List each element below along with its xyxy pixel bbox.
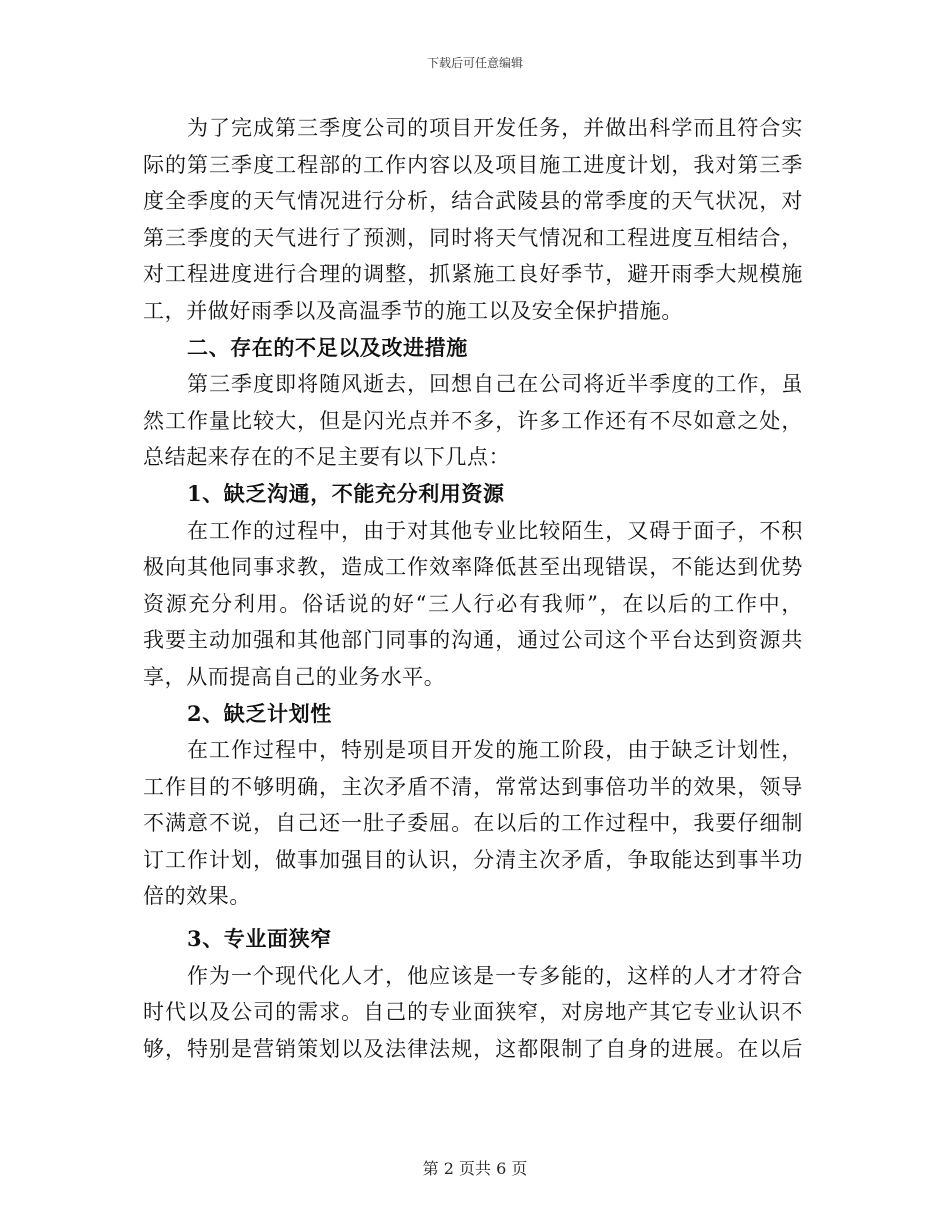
- subsection-heading: 3、专业面狭窄: [187, 926, 332, 952]
- paragraph-line: 我要主动加强和其他部门同事的沟通，通过公司这个平台达到资源共: [143, 628, 803, 653]
- paragraph-line: 作为一个现代化人才，他应该是一专多能的，这样的人才才符合: [187, 963, 803, 988]
- page-header-note: 下载后可任意编辑: [426, 56, 523, 70]
- paragraph-line: 享，从而提高自己的业务水平。: [143, 664, 446, 689]
- paragraph-line: 极向其他同事求教，造成工作效率降低甚至出现错误，不能达到优势: [143, 555, 803, 580]
- paragraph-line: 工，并做好雨季以及高温季节的施工以及安全保护措施。: [143, 298, 683, 323]
- paragraph-line: 然工作量比较大，但是闪光点并不多，许多工作还有不尽如意之处，: [143, 408, 803, 433]
- section-heading: 二、存在的不足以及改进措施: [187, 334, 468, 360]
- paragraph-line: 对工程进度进行合理的调整，抓紧施工良好季节，避开雨季大规模施: [143, 262, 803, 287]
- document-body: [143, 110, 803, 1067]
- subsection-heading: 1、缺乏沟通，不能充分利用资源: [187, 480, 505, 506]
- paragraph-line: 工作目的不够明确，主次矛盾不清，常常达到事倍功半的效果，领导: [143, 774, 803, 799]
- subsection-heading: 2、缺乏计划性: [187, 700, 332, 726]
- paragraph-line: 不满意不说，自己还一肚子委屈。在以后的工作过程中，我要仔细制: [143, 811, 803, 836]
- paragraph-line: 在工作的过程中，由于对其他专业比较陌生，又碍于面子，不积: [187, 518, 803, 543]
- paragraph-line: 倍的效果。: [143, 884, 251, 909]
- paragraph-line: 够，特别是营销策划以及法律法规，这都限制了自身的进展。在以后: [143, 1036, 803, 1061]
- page-number: 第 2 页共 6 页: [422, 1159, 528, 1178]
- paragraph-line: 总结起来存在的不足主要有以下几点：: [143, 445, 511, 470]
- paragraph-line: 在工作过程中，特别是项目开发的施工阶段，由于缺乏计划性，: [187, 738, 803, 763]
- paragraph-line: 订工作计划，做事加强目的认识，分清主次矛盾，争取能达到事半功: [143, 847, 803, 872]
- paragraph-line: 资源充分利用。俗话说的好“三人行必有我师”，在以后的工作中，: [143, 591, 803, 616]
- paragraph-line: 度全季度的天气情况进行分析，结合武陵县的常季度的天气状况，对: [143, 189, 803, 214]
- paragraph-line: 第三季度即将随风逝去，回想自己在公司将近半季度的工作，虽: [187, 372, 803, 397]
- paragraph-line: 为了完成第三季度公司的项目开发任务，并做出科学而且符合实: [187, 116, 803, 140]
- paragraph-line: 第三季度的天气进行了预测，同时将天气情况和工程进度互相结合，: [143, 225, 803, 250]
- paragraph-line: 时代以及公司的需求。自己的专业面狭窄，对房地产其它专业认识不: [143, 1000, 803, 1025]
- paragraph-line: 际的第三季度工程部的工作内容以及项目施工进度计划，我对第三季: [143, 152, 803, 177]
